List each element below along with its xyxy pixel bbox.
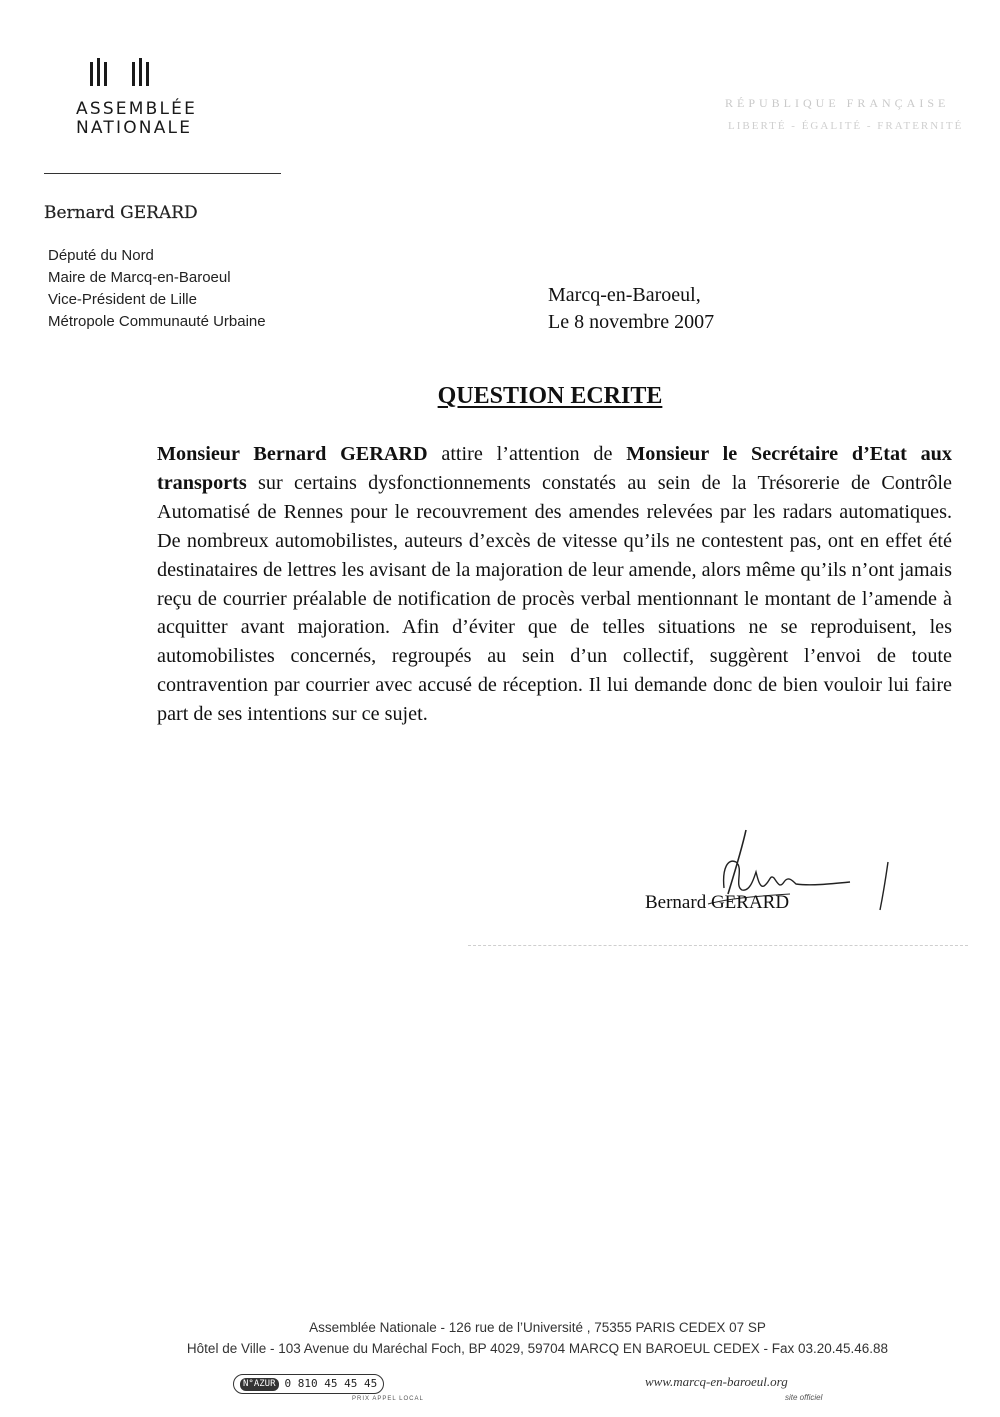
body-text-part-2: sur certains dysfonctionnements constatés au sein de la Trésorerie de Contrôle Automatisé de Rennes pour le recouvrement des amendes relevées par les radars automatiques. De nombreux automobilistes, auteurs d’excès de vitesse qu’ils ne contestent pas, ont en effet été destinataires de lettres les avisant de la majoration de leur amende, alors même qu’ils n’ont jamais reçu de courrier préalable de notification de procès verbal mentionnant le montant de l’amende à acquitter avant majoration. Afin d’éviter que de telles situations ne se reproduisent, les automobilistes concernés, regroupés au sein d’un collectif, suggèrent l’envoi de toute contravention par courrier avec accusé de réception. Il lui demande donc de bien vouloir lui faire part de ses intentions sur ce sujet. — [157, 471, 952, 726]
institution-name — [76, 100, 197, 138]
institution-line-2: NATIONALE — [76, 118, 193, 138]
website-caption: site officiel — [785, 1393, 823, 1402]
republique-line: RÉPUBLIQUE FRANÇAISE — [725, 96, 950, 110]
question-body — [157, 440, 952, 729]
sender-title: Député du Nord — [48, 247, 154, 264]
document-title: QUESTION ECRITE — [437, 383, 663, 409]
header-divider — [44, 173, 281, 174]
phone-number: 0 810 45 45 45 — [284, 1377, 378, 1390]
footer-address-mairie: Hôtel de Ville - 103 Avenue du Maréchal Foch, BP 4029, 59704 MARCQ EN BAROEUL CEDEX - Fax 03.20.45.46.88 — [186, 1341, 889, 1356]
signatory-name: Bernard GERARD — [645, 892, 790, 913]
phone-caption: PRIX APPEL LOCAL — [352, 1396, 424, 1402]
faint-divider — [468, 945, 968, 946]
sender-title: Vice-Président de Lille — [48, 291, 197, 308]
footer-address-assemblee: Assemblée Nationale - 126 rue de l’Université , 75355 PARIS CEDEX 07 SP — [309, 1320, 766, 1335]
devise-line: LIBERTÉ - ÉGALITÉ - FRATERNITÉ — [728, 120, 964, 132]
azur-tag: N°AZUR — [240, 1378, 279, 1391]
place: Marcq-en-Baroeul, — [548, 284, 701, 306]
website-link[interactable]: www.marcq-en-baroeul.org — [645, 1374, 788, 1389]
sender-titles — [48, 245, 266, 333]
date: Le 8 novembre 2007 — [548, 311, 715, 333]
sender-title: Métropole Communauté Urbaine — [48, 313, 266, 330]
sender-title: Maire de Marcq-en-Baroeul — [48, 269, 231, 286]
place-date — [548, 282, 714, 336]
sender-name: Bernard GERARD — [44, 203, 198, 223]
body-text-part-1: attire l’attention de — [427, 443, 627, 465]
assemblee-nationale-logo-icon — [88, 58, 178, 88]
phone-number-badge — [233, 1374, 384, 1394]
subject-name: Monsieur Bernard GERARD — [157, 443, 428, 465]
institution-line-1: ASSEMBLÉE — [76, 99, 198, 119]
addressee: Monsieur le Secrétaire d’Etat aux transports — [157, 443, 952, 494]
